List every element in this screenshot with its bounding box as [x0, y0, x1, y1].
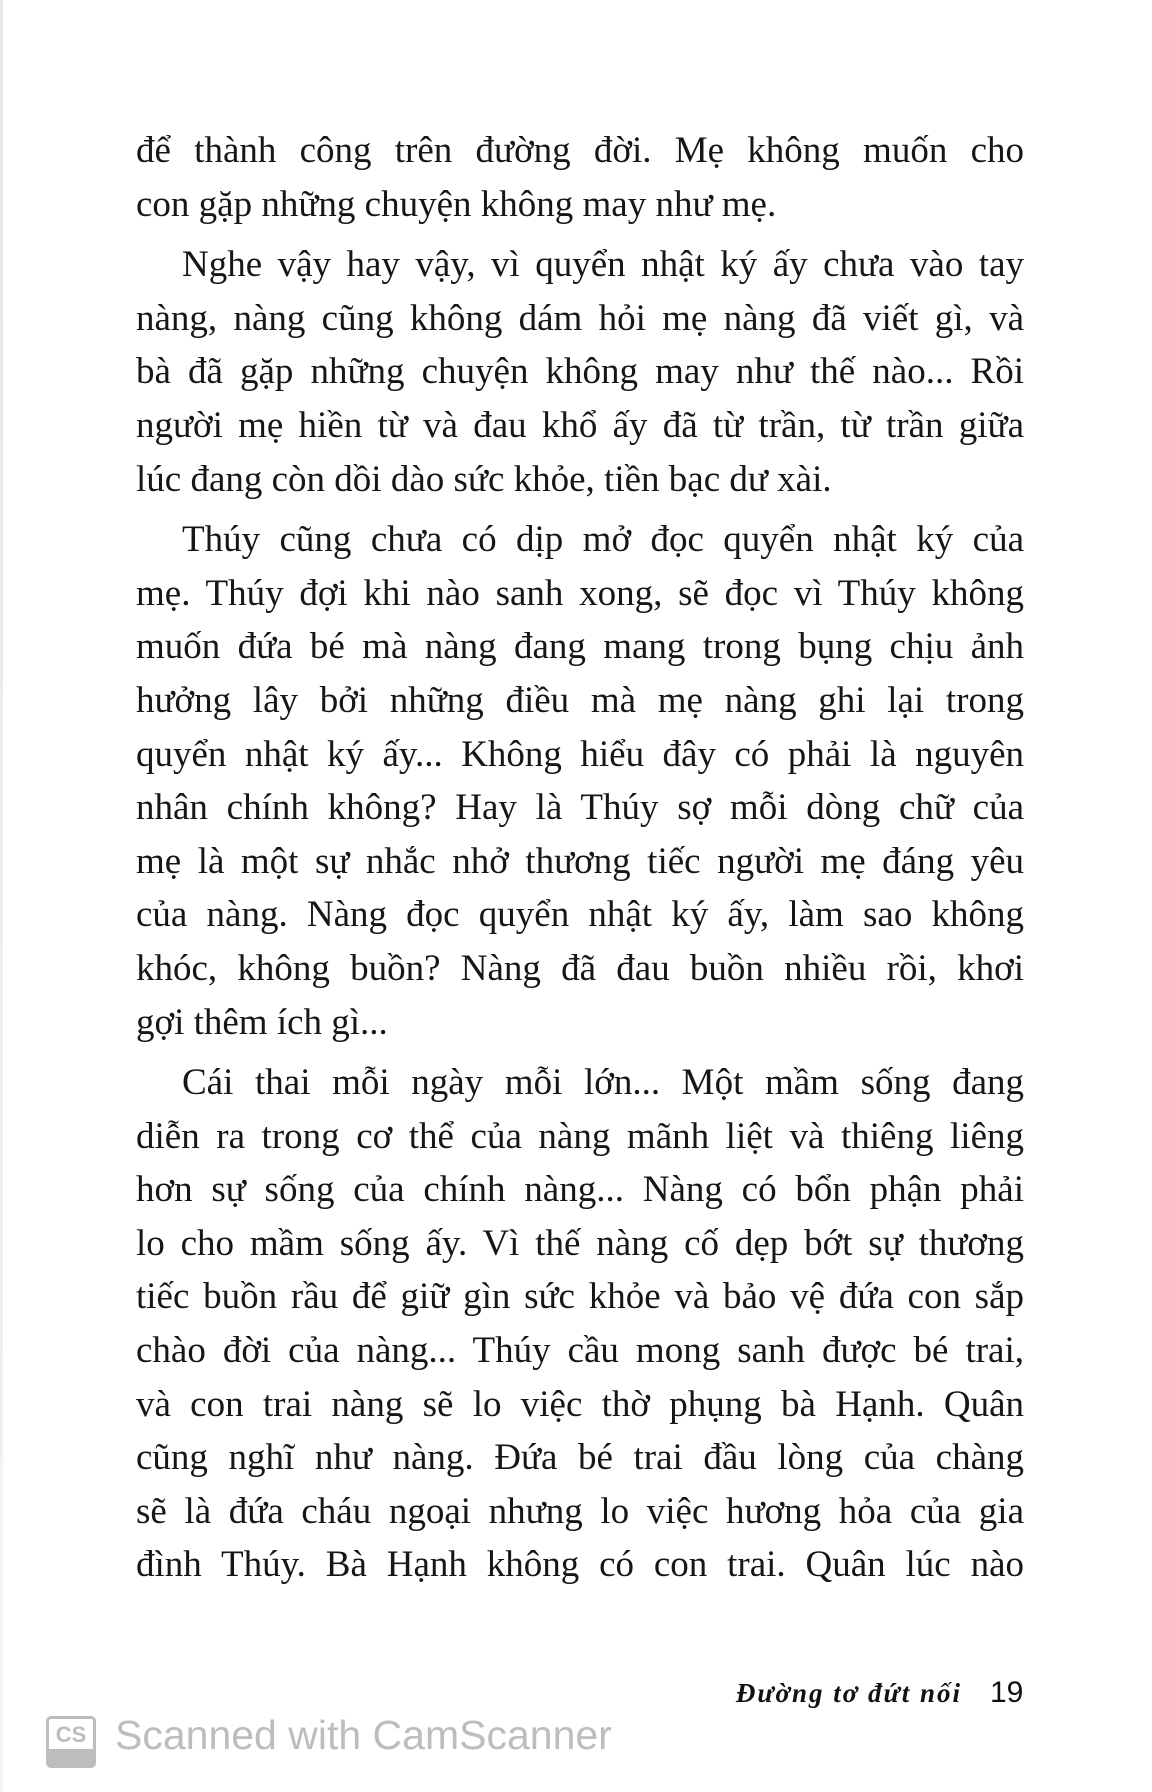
text-line: nhân chính không? Hay là Thúy sợ mỗi dòng chữ của	[136, 787, 1024, 829]
text-line: khóc, không buồn? Nàng đã đau buồn nhiều rồi, khơi	[136, 947, 1024, 989]
paragraph	[136, 513, 1024, 1049]
text-line: và con trai nàng sẽ lo việc thờ phụng bà Hạnh. Quân	[136, 1383, 1024, 1425]
text-line: hưởng lây bởi những điều mà mẹ nàng ghi lại trong	[136, 679, 1024, 721]
text-line: Cái thai mỗi ngày mỗi lớn... Một mầm sống đang	[182, 1062, 1024, 1104]
text-line: lúc đang còn dồi dào sức khỏe, tiền bạc dư xài.	[136, 458, 832, 500]
text-line: người mẹ hiền từ và đau khổ ấy đã từ trần, từ trần giữa	[136, 404, 1024, 446]
text-line: bà đã gặp những chuyện không may như thế nào... Rồi	[136, 351, 1024, 393]
text-line: sẽ là đứa cháu ngoại nhưng lo việc hương hỏa của gia	[136, 1490, 1024, 1532]
text-line: của nàng. Nàng đọc quyển nhật ký ấy, làm sao không	[136, 894, 1024, 936]
paragraph	[136, 1056, 1024, 1592]
page-body-text	[136, 124, 1024, 1599]
text-line: quyển nhật ký ấy... Không hiểu đây có phải là nguyên	[136, 733, 1024, 775]
paragraph	[136, 238, 1024, 506]
text-line: gợi thêm ích gì...	[136, 1001, 388, 1043]
running-footer-title: Đường tơ đứt nối	[735, 1678, 962, 1708]
text-line: mẹ. Thúy đợi khi nào sanh xong, sẽ đọc vì Thúy không	[136, 572, 1024, 614]
text-line: con gặp những chuyện không may như mẹ.	[136, 183, 777, 225]
text-line: hơn sự sống của chính nàng... Nàng có bổn phận phải	[136, 1169, 1024, 1211]
text-line: diễn ra trong cơ thể của nàng mãnh liệt và thiêng liêng	[136, 1115, 1024, 1157]
text-line: chào đời của nàng... Thúy cầu mong sanh được bé trai,	[136, 1330, 1024, 1372]
text-line: mẹ là một sự nhắc nhở thương tiếc người mẹ đáng yêu	[136, 840, 1024, 882]
text-line: tiếc buồn rầu để giữ gìn sức khỏe và bảo vệ đứa con sắp	[136, 1276, 1024, 1318]
text-line: nàng, nàng cũng không dám hỏi mẹ nàng đã viết gì, và	[136, 297, 1024, 339]
text-line: Nghe vậy hay vậy, vì quyển nhật ký ấy chưa vào tay	[182, 244, 1024, 286]
text-line: lo cho mầm sống ấy. Vì thế nàng cố dẹp bớt sự thương	[136, 1222, 1024, 1264]
page-edge	[0, 0, 3, 1792]
paragraph	[136, 124, 1024, 231]
text-line: Thúy cũng chưa có dịp mở đọc quyển nhật ký của	[182, 519, 1024, 561]
camscanner-watermark: Scanned with CamScanner	[115, 1712, 612, 1758]
text-line: để thành công trên đường đời. Mẹ không muốn cho	[136, 130, 1024, 171]
text-line: đình Thúy. Bà Hạnh không có con trai. Quân lúc nào	[136, 1544, 1024, 1586]
text-line: muốn đứa bé mà nàng đang mang trong bụng chịu ảnh	[136, 626, 1024, 668]
page-number: 19	[990, 1676, 1024, 1709]
text-line: cũng nghĩ như nàng. Đứa bé trai đầu lòng của chàng	[136, 1437, 1024, 1479]
camscanner-logo-icon: CS	[46, 1716, 96, 1768]
